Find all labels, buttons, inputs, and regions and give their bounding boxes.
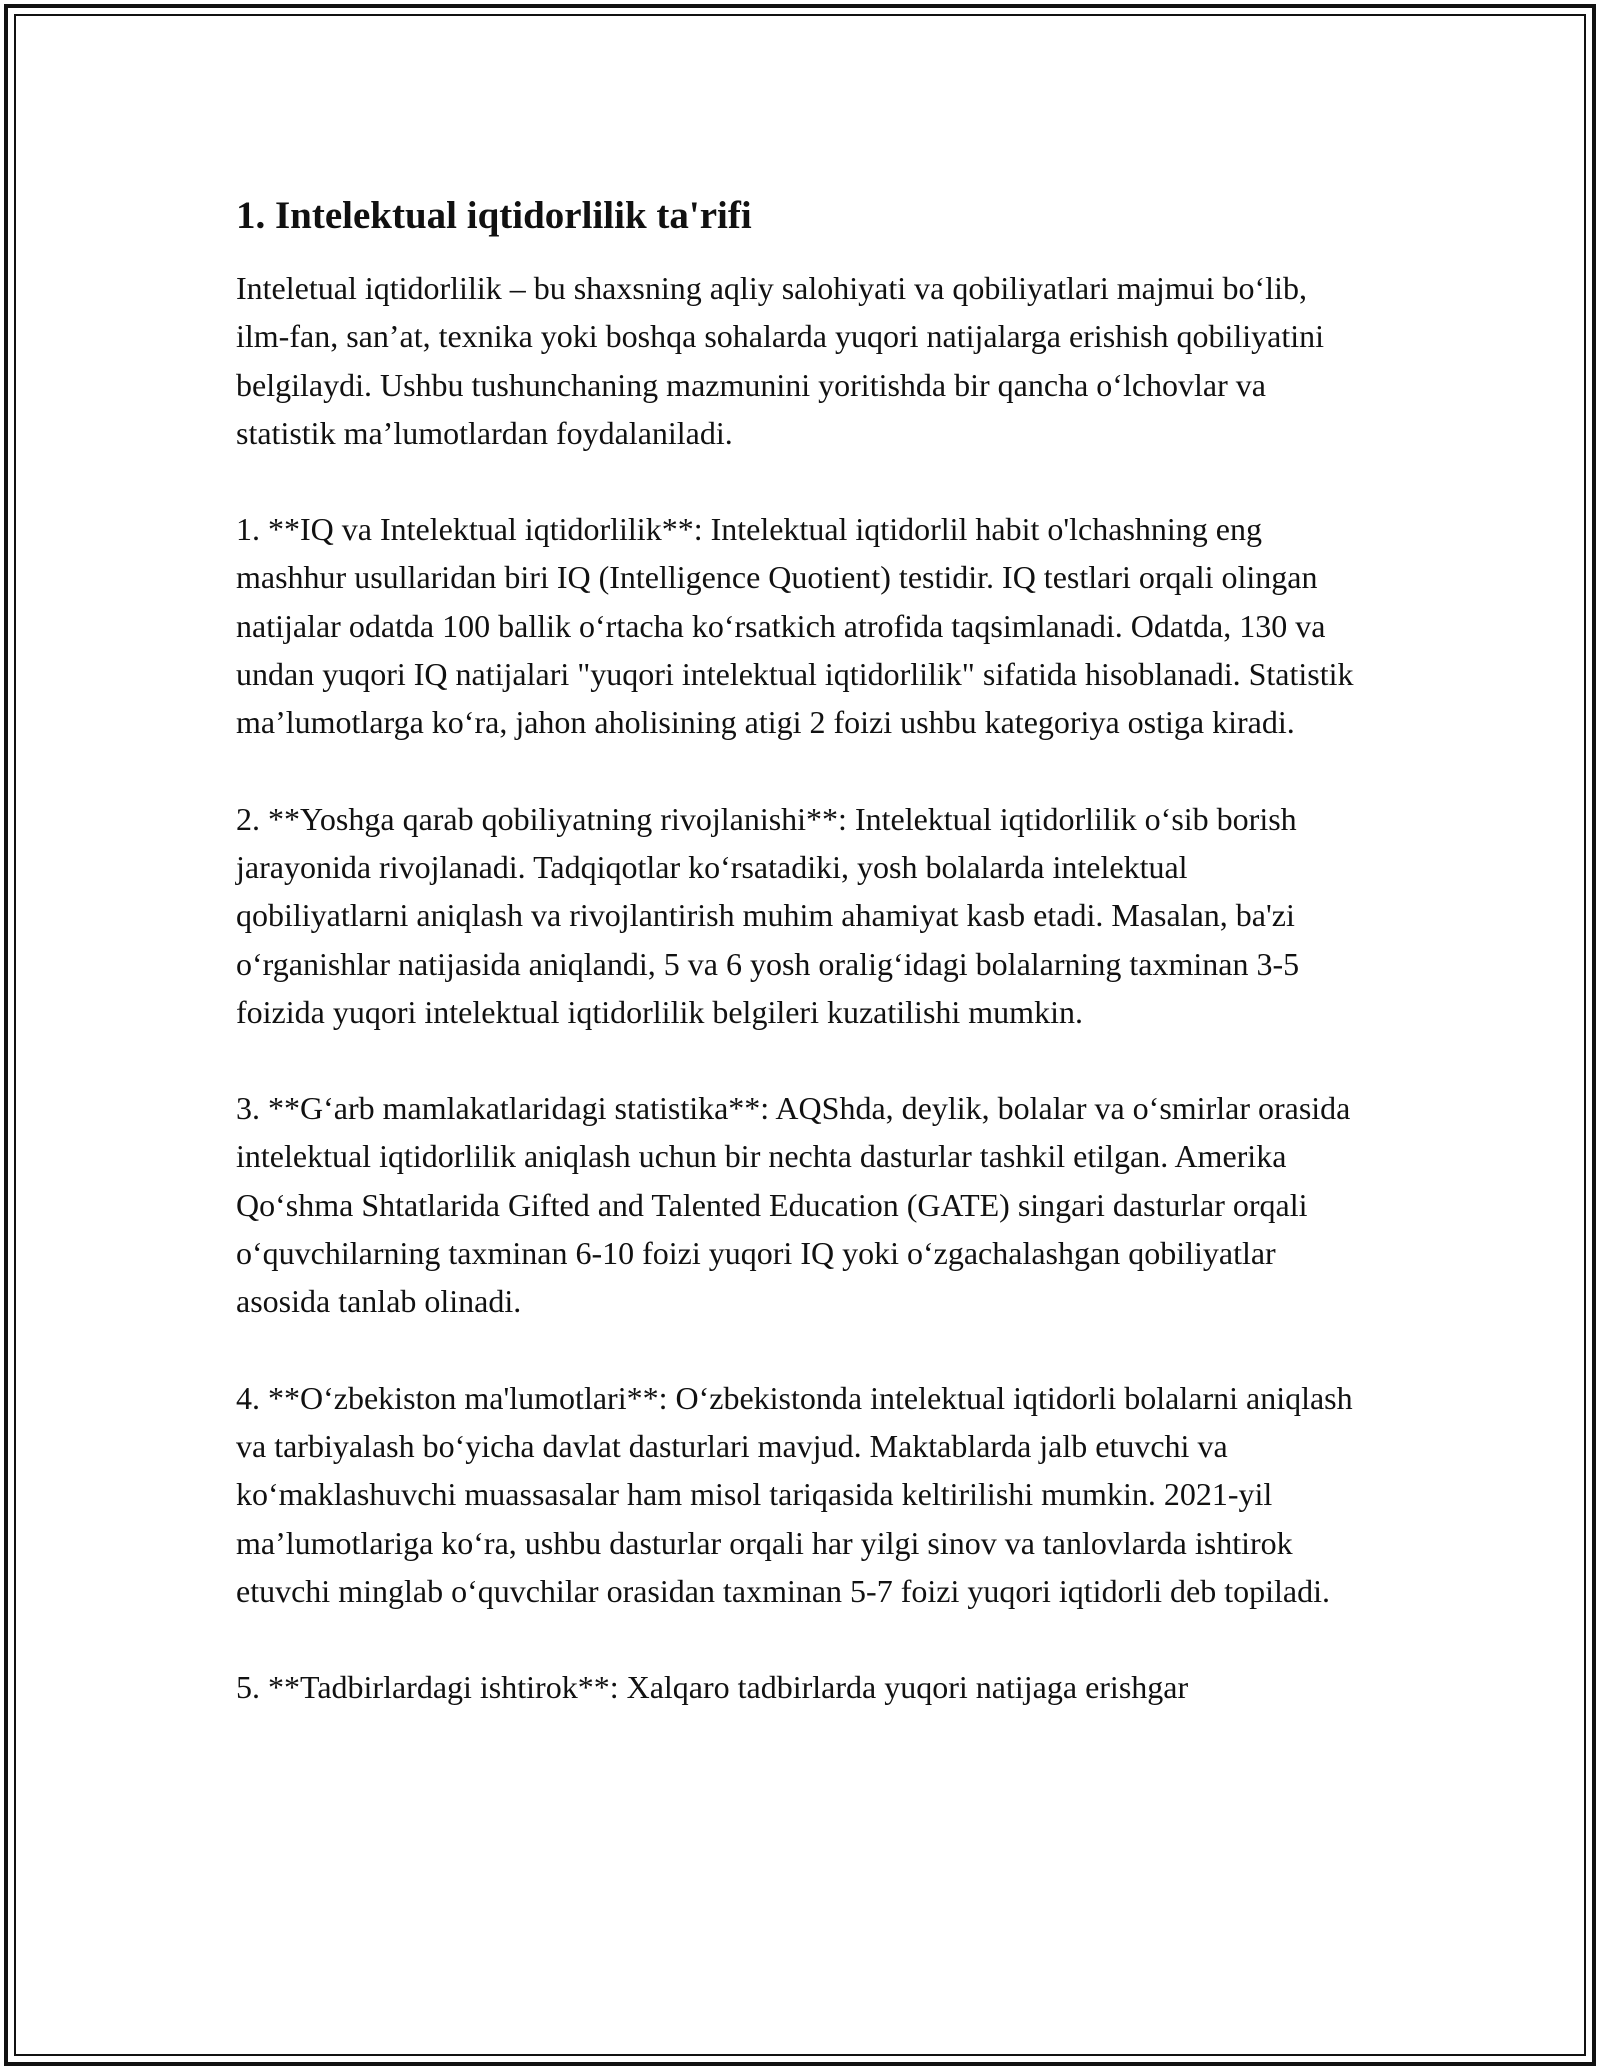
- point-4-paragraph: 4. **O‘zbekiston ma'lumotlari**: O‘zbekistonda intelektual iqtidorli bolalarni aniqlash va tarbiyalash bo‘yicha davlat dasturlari mavjud. Maktablarda jalb etuvchi va ko‘maklashuvchi muassasalar ham misol tariqasida keltirilishi mumkin. 2021-yil ma’lumotlariga ko‘ra, ushbu dasturlar orqali har yilgi sinov va tanlovlarda ishtirok etuvchi minglab o‘quvchilar orasidan taxminan 5-7 foizi yuqori iqtidorli deb topiladi.: [236, 1379, 1353, 1609]
- point-2-paragraph: 2. **Yoshga qarab qobiliyatning rivojlanishi**: Intelektual iqtidorlilik o‘sib borish jarayonida rivojlanadi. Tadqiqotlar ko‘rsatadiki, yosh bolalarda intelektual qobiliyatlarni aniqlash va rivojlantirish muhim ahamiyat kasb etadi. Masalan, ba'zi o‘rganishlar natijasida aniqlandi, 5 va 6 yosh oralig‘idagi bolalarning taxminan 3-5 foizida yuqori intelektual iqtidorlilik belgileri kuzatilishi mumkin.: [236, 800, 1300, 1030]
- point-3-paragraph: 3. **G‘arb mamlakatlaridagi statistika**: AQShda, deylik, bolalar va o‘smirlar orasida intelektual iqtidorlilik aniqlash uchun bir nechta dasturlar tashkil etilgan. Amerika Qo‘shma Shtatlarida Gifted and Talented Education (GATE) singari dasturlar orqali o‘quvchilarning taxminan 6-10 foizi yuqori IQ yoki o‘zgachalashgan qobiliyatlar asosida tanlab olinadi.: [236, 1090, 1351, 1320]
- point-5-paragraph: 5. **Tadbirlardagi ishtirok**: Xalqaro tadbirlarda yuqori natijaga erishgar: [236, 1669, 1189, 1706]
- intro-paragraph: Inteletual iqtidorlilik – bu shaxsning aqliy salohiyati va qobiliyatlari majmui bo‘lib, ilm-fan, san’at, texnika yoki boshqa sohalarda yuqori natijalarga erishish qobiliyatini belgilaydi. Ushbu tushunchaning mazmunini yoritishda bir qancha o‘lchovlar va statistik ma’lumotlardan foydalaniladi.: [236, 270, 1325, 451]
- point-1-paragraph: 1. **IQ va Intelektual iqtidorlilik**: Intelektual iqtidorlil habit o'lchashning eng mashhur usullaridan biri IQ (Intelligence Quotient) testidir. IQ testlari orqali olingan natijalar odatda 100 ballik o‘rtacha ko‘rsatkich atrofida taqsimlanadi. Odatda, 130 va undan yuqori IQ natijalari "yuqori intelektual iqtidorlilik" sifatida hisoblanadi. Statistik ma’lumotlarga ko‘ra, jahon aholisining atigi 2 foizi ushbu kategoriya ostiga kiradi.: [236, 511, 1354, 741]
- section-heading: 1. Intelektual iqtidorlilik ta'rifi: [236, 194, 752, 237]
- document-body: [236, 188, 1366, 1759]
